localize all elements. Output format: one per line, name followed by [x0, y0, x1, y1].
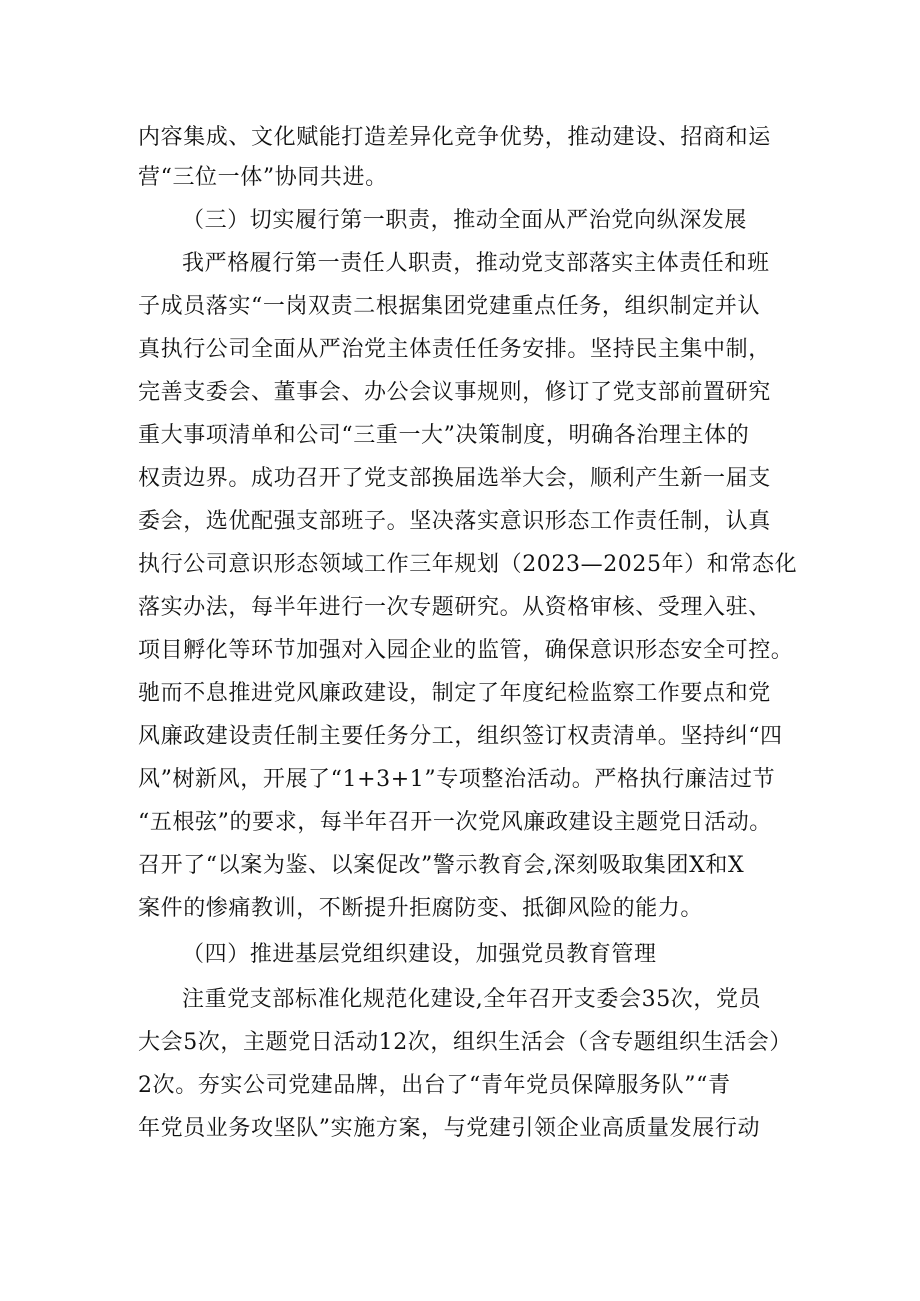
text-line: 执行公司意识形态领域工作三年规划（2023—2025年）和常态化	[138, 552, 798, 577]
text-line: 年党员业务攻坚队”实施方案，与党建引领企业高质量发展行动	[138, 1116, 761, 1141]
text-line: 完善支委会、董事会、办公会议事规则，修订了党支部前置研究	[138, 380, 771, 405]
text-line: 重大事项清单和公司“三重一大”决策制度，明确各治理主体的	[138, 423, 750, 448]
paragraph-first-line: 注重党支部标准化规范化建设,全年召开支委会35次，党员	[182, 987, 762, 1012]
text-line: 委会，选优配强支部班子。坚决落实意识形态工作责任制，认真	[138, 509, 771, 534]
section-heading-3: （三）切实履行第一职责，推动全面从严治党向纵深发展	[182, 208, 748, 233]
text-line: 权责边界。成功召开了党支部换届选举大会，顺利产生新一届支	[138, 466, 771, 491]
text-line: 项目孵化等环节加强对入园企业的监管，确保意识形态安全可控。	[138, 638, 794, 663]
text-line: 落实办法，每半年进行一次专题研究。从资格审核、受理入驻、	[138, 595, 771, 620]
text-line: 风”树新风，开展了“1+3+1”专项整治活动。严格执行廉洁过节	[138, 767, 776, 792]
section-heading-4: （四）推进基层党组织建设，加强党员教育管理	[182, 942, 657, 967]
text-line: 内容集成、文化赋能打造差异化竞争优势，推动建设、招商和运	[138, 125, 771, 150]
text-line: 风廉政建设责任制主要任务分工，组织签订权责清单。坚持纠“四	[138, 724, 783, 749]
text-line: 大会5次，主题党日活动12次，组织生活会（含专题组织生活会）	[138, 1030, 792, 1055]
text-line: 驰而不息推进党风廉政建设，制定了年度纪检监察工作要点和党	[138, 681, 771, 706]
text-line: 真执行公司全面从严治党主体责任任务安排。坚持民主集中制，	[138, 337, 771, 362]
text-line: “五根弦”的要求，每半年召开一次党风廉政建设主题党日活动。	[138, 810, 772, 835]
text-line: 营“三位一体”协同共进。	[138, 165, 388, 190]
text-line: 召开了“以案为鉴、以案促改”警示教育会,深刻吸取集团X和X	[138, 853, 745, 878]
text-line: 案件的惨痛教训，不断提升拒腐防变、抵御风险的能力。	[138, 896, 704, 921]
text-line: 2次。夯实公司党建品牌，出台了“青年党员保障服务队”“青	[138, 1073, 731, 1098]
paragraph-first-line: 我严格履行第一责任人职责，推动党支部落实主体责任和班	[182, 251, 770, 276]
text-line: 子成员落实“一岗双责二根据集团党建重点任务，组织制定并认	[138, 294, 761, 319]
